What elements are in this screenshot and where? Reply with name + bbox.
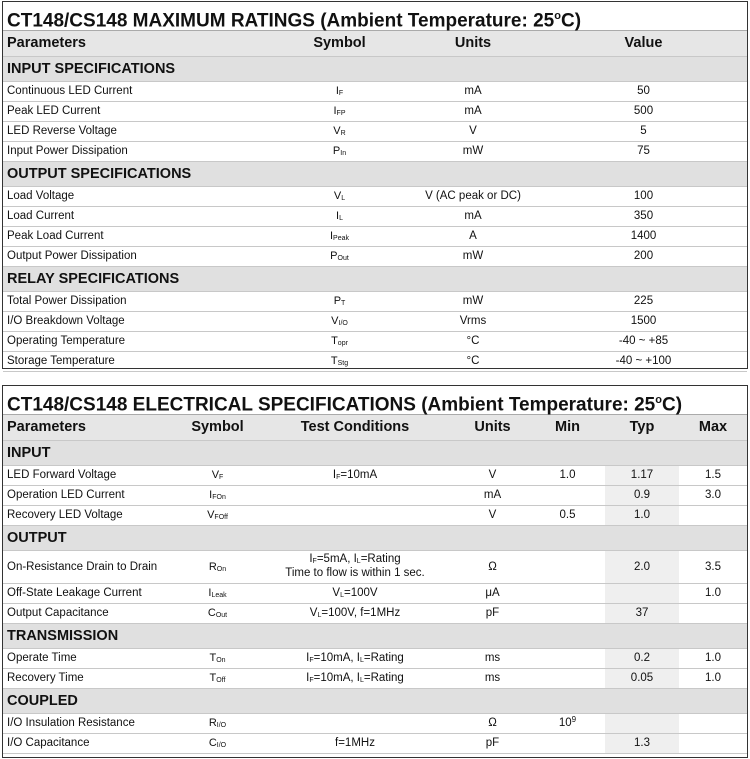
symbol-cell — [273, 101, 406, 121]
maximum-ratings-panel — [2, 1, 748, 369]
symbol-letter: V — [211, 469, 220, 481]
min-cell — [530, 550, 605, 583]
parameter-cell: Operating Temperature — [3, 331, 273, 351]
value-cell: 75 — [540, 141, 747, 161]
typ-cell — [605, 713, 679, 733]
header-parameters: Parameters — [3, 31, 273, 56]
table-row — [3, 583, 747, 603]
symbol-cell — [180, 465, 255, 485]
header-units: Units — [406, 31, 540, 56]
test-text: V — [309, 607, 318, 619]
table-row — [3, 668, 747, 688]
units-cell: mW — [406, 141, 540, 161]
test-conditions-cell — [255, 713, 455, 733]
symbol-subscript: On — [216, 657, 226, 664]
symbol-letter: V — [333, 190, 342, 202]
min-cell — [530, 485, 605, 505]
symbol-cell — [273, 121, 406, 141]
symbol-cell — [273, 226, 406, 246]
parameter-cell: Storage Temperature — [3, 351, 273, 371]
test-subscript: L — [359, 657, 364, 664]
electrical-specs-panel — [2, 385, 748, 758]
symbol-letter: I — [333, 105, 337, 117]
section-title: OUTPUT SPECIFICATIONS — [3, 161, 747, 186]
parameter-cell: Output Power Dissipation — [3, 246, 273, 266]
parameter-cell: Recovery LED Voltage — [3, 505, 180, 525]
units-cell: °C — [406, 331, 540, 351]
symbol-cell — [273, 246, 406, 266]
symbol-letter: I — [208, 587, 212, 599]
test-subscript: F — [309, 657, 314, 664]
symbol-letter: V — [207, 509, 215, 521]
symbol-letter: R — [208, 717, 217, 729]
symbol-subscript: R — [340, 130, 346, 137]
units-cell: mW — [406, 291, 540, 311]
test-subscript: L — [340, 592, 344, 599]
max-cell — [679, 603, 747, 623]
parameter-cell: Peak Load Current — [3, 226, 273, 246]
symbol-cell — [273, 351, 406, 371]
min-cell — [530, 505, 605, 525]
electrical-specs-title-text: CT148/CS148 ELECTRICAL SPECIFICATIONS (Ambient Temperature: 25 — [7, 394, 656, 416]
table-row — [3, 81, 747, 101]
symbol-letter: C — [207, 607, 216, 619]
max-cell: 1.5 — [679, 465, 747, 485]
symbol-cell — [180, 550, 255, 583]
typ-cell: 1.17 — [605, 465, 679, 485]
parameter-cell: Input Power Dissipation — [3, 141, 273, 161]
symbol-letter: T — [330, 355, 338, 367]
symbol-subscript: T — [341, 300, 346, 307]
symbol-subscript: On — [216, 565, 227, 573]
parameter-cell: I/O Capacitance — [3, 733, 180, 753]
test-subscript: L — [356, 558, 361, 565]
units-cell: V — [455, 465, 530, 485]
symbol-letter: T — [331, 335, 338, 347]
table-row — [3, 101, 747, 121]
typ-cell: 0.9 — [605, 485, 679, 505]
table-row — [3, 465, 747, 485]
value-cell: 50 — [540, 81, 747, 101]
test-text: I — [332, 469, 337, 481]
symbol-subscript: L — [341, 195, 346, 202]
test-text: =100V — [344, 587, 378, 599]
max-cell: 1.0 — [679, 583, 747, 603]
min-cell — [530, 733, 605, 753]
max-cell: 1.0 — [679, 668, 747, 688]
table-row — [3, 550, 747, 583]
test-text: I — [306, 672, 310, 684]
symbol-letter: P — [333, 295, 342, 307]
section-header-row — [3, 266, 747, 291]
table-header-row — [3, 415, 747, 440]
symbol-letter: R — [208, 560, 217, 573]
table-row — [3, 648, 747, 668]
typ-cell — [605, 583, 679, 603]
units-cell: mA — [406, 101, 540, 121]
units-cell: mA — [406, 206, 540, 226]
section-title: INPUT SPECIFICATIONS — [3, 56, 747, 81]
symbol-cell — [273, 291, 406, 311]
symbol-cell — [180, 733, 255, 753]
test-text: V — [332, 587, 341, 599]
test-text: =Rating — [363, 652, 404, 664]
header-max: Max — [679, 415, 747, 440]
units-cell: mA — [455, 485, 530, 505]
symbol-cell — [180, 713, 255, 733]
symbol-cell — [180, 505, 255, 525]
min-value: 10 — [558, 717, 572, 729]
test-subscript: F — [336, 474, 341, 481]
table-row — [3, 121, 747, 141]
section-header-row — [3, 688, 747, 713]
units-cell: Vrms — [406, 311, 540, 331]
units-cell: pF — [455, 603, 530, 623]
symbol-subscript: In — [340, 150, 347, 157]
parameter-cell: Total Power Dissipation — [3, 291, 273, 311]
symbol-letter: I — [336, 210, 340, 222]
test-text: =10mA, I — [313, 672, 360, 684]
table-row — [3, 226, 747, 246]
electrical-specs-title — [3, 386, 747, 415]
symbol-subscript: Off — [216, 677, 226, 684]
parameter-cell: Off-State Leakage Current — [3, 583, 180, 603]
symbol-cell — [273, 186, 406, 206]
symbol-subscript: I/O — [338, 320, 348, 327]
test-text: =Rating — [363, 672, 404, 684]
table-row — [3, 351, 747, 371]
typ-cell: 0.05 — [605, 668, 679, 688]
test-conditions-cell — [255, 583, 455, 603]
max-cell — [679, 733, 747, 753]
test-subscript: L — [317, 612, 322, 619]
symbol-cell — [180, 668, 255, 688]
electrical-specs-table — [3, 415, 747, 754]
table-row — [3, 206, 747, 226]
section-header-row — [3, 525, 747, 550]
test-text: =Rating — [360, 553, 401, 565]
symbol-cell — [273, 311, 406, 331]
parameter-cell: Operate Time — [3, 648, 180, 668]
value-cell: 350 — [540, 206, 747, 226]
value-cell: 5 — [540, 121, 747, 141]
symbol-cell — [273, 81, 406, 101]
parameter-cell: Continuous LED Current — [3, 81, 273, 101]
test-line-2: Time to flow is within 1 sec. — [285, 567, 425, 579]
test-conditions-cell — [255, 648, 455, 668]
typ-cell: 2.0 — [605, 550, 679, 583]
maximum-ratings-title-text: CT148/CS148 MAXIMUM RATINGS (Ambient Temperature: 25 — [7, 10, 555, 32]
min-value: 1.0 — [559, 469, 576, 481]
test-text: =10mA — [340, 469, 378, 481]
min-cell — [530, 713, 605, 733]
table-header-row — [3, 31, 747, 56]
value-cell: 200 — [540, 246, 747, 266]
parameter-cell: Output Capacitance — [3, 603, 180, 623]
symbol-letter: P — [330, 250, 338, 262]
symbol-cell — [273, 331, 406, 351]
min-cell — [530, 648, 605, 668]
symbol-subscript: FP — [336, 110, 346, 117]
symbol-letter: T — [209, 652, 217, 664]
symbol-subscript: F — [338, 90, 344, 97]
section-header-row — [3, 440, 747, 465]
typ-cell: 1.0 — [605, 505, 679, 525]
min-value: 0.5 — [559, 509, 576, 521]
max-cell: 1.0 — [679, 648, 747, 668]
value-cell: 225 — [540, 291, 747, 311]
symbol-letter: T — [209, 672, 217, 684]
symbol-subscript: Leak — [211, 592, 227, 599]
parameter-cell: I/O Breakdown Voltage — [3, 311, 273, 331]
symbol-cell — [180, 603, 255, 623]
value-cell: 100 — [540, 186, 747, 206]
parameter-cell: I/O Insulation Resistance — [3, 713, 180, 733]
table-row — [3, 505, 747, 525]
maximum-ratings-title-end: C) — [560, 10, 582, 32]
table-row — [3, 291, 747, 311]
header-test-conditions: Test Conditions — [255, 415, 455, 440]
section-header-row — [3, 623, 747, 648]
section-header-row — [3, 161, 747, 186]
min-cell — [530, 668, 605, 688]
header-parameters: Parameters — [3, 415, 180, 440]
parameter-cell: On-Resistance Drain to Drain — [3, 550, 180, 583]
units-cell: mA — [406, 81, 540, 101]
parameter-cell: Recovery Time — [3, 668, 180, 688]
value-cell: 1500 — [540, 311, 747, 331]
value-cell: 1400 — [540, 226, 747, 246]
max-cell — [679, 713, 747, 733]
test-subscript: L — [359, 677, 364, 684]
test-subscript: F — [309, 677, 314, 684]
parameter-cell: Load Voltage — [3, 186, 273, 206]
units-cell: V — [455, 505, 530, 525]
max-cell — [679, 505, 747, 525]
value-cell: 500 — [540, 101, 747, 121]
min-cell — [530, 603, 605, 623]
symbol-letter: V — [331, 315, 339, 327]
symbol-subscript: I/O — [216, 742, 227, 749]
table-row — [3, 246, 747, 266]
test-line-1 — [259, 553, 451, 567]
units-cell: Ω — [455, 713, 530, 733]
test-text: =100V, f=1MHz — [321, 607, 401, 619]
max-cell: 3.5 — [679, 550, 747, 583]
symbol-letter: V — [333, 125, 341, 137]
test-conditions-cell — [255, 603, 455, 623]
test-conditions-cell — [255, 668, 455, 688]
symbol-cell — [273, 206, 406, 226]
symbol-subscript: Out — [215, 612, 228, 619]
units-cell: A — [406, 226, 540, 246]
symbol-cell — [273, 141, 406, 161]
test-conditions-cell — [255, 550, 455, 583]
test-conditions-cell: f=1MHz — [255, 733, 455, 753]
table-row — [3, 311, 747, 331]
section-title: COUPLED — [3, 688, 747, 713]
section-title: RELAY SPECIFICATIONS — [3, 266, 747, 291]
typ-cell: 37 — [605, 603, 679, 623]
symbol-cell — [180, 583, 255, 603]
min-cell — [530, 583, 605, 603]
header-value: Value — [540, 31, 747, 56]
symbol-letter: I — [329, 230, 334, 242]
units-cell: ms — [455, 648, 530, 668]
header-symbol: Symbol — [273, 31, 406, 56]
table-row — [3, 186, 747, 206]
header-units: Units — [455, 415, 530, 440]
test-conditions-cell — [255, 505, 455, 525]
symbol-subscript: F — [219, 474, 224, 481]
maximum-ratings-table — [3, 31, 747, 372]
symbol-subscript: FOff — [214, 514, 228, 521]
test-text: =10mA, I — [313, 652, 360, 664]
units-cell: mW — [406, 246, 540, 266]
maximum-ratings-title — [3, 2, 747, 31]
header-min: Min — [530, 415, 605, 440]
max-cell: 3.0 — [679, 485, 747, 505]
symbol-letter: P — [332, 145, 341, 157]
units-cell: ms — [455, 668, 530, 688]
table-row — [3, 331, 747, 351]
symbol-subscript: FOn — [212, 494, 226, 501]
symbol-subscript: Peak — [333, 235, 350, 242]
table-row — [3, 603, 747, 623]
parameter-cell: Peak LED Current — [3, 101, 273, 121]
parameter-cell: Load Current — [3, 206, 273, 226]
min-cell — [530, 465, 605, 485]
symbol-letter: I — [335, 85, 339, 97]
symbol-letter: I — [209, 489, 213, 501]
symbol-subscript: Out — [337, 255, 349, 262]
min-exponent: 9 — [571, 715, 577, 724]
symbol-letter: C — [208, 737, 217, 749]
electrical-specs-title-end: C) — [661, 394, 683, 416]
test-conditions-cell — [255, 485, 455, 505]
parameter-cell: LED Forward Voltage — [3, 465, 180, 485]
test-subscript: F — [312, 558, 317, 565]
units-cell: pF — [455, 733, 530, 753]
table-row — [3, 733, 747, 753]
table-row — [3, 485, 747, 505]
units-cell: V — [406, 121, 540, 141]
test-text: I — [309, 553, 313, 565]
header-symbol: Symbol — [180, 415, 255, 440]
degree-symbol: o — [655, 394, 662, 406]
table-row — [3, 713, 747, 733]
symbol-subscript: Stg — [337, 360, 349, 367]
symbol-cell — [180, 485, 255, 505]
units-cell: μA — [455, 583, 530, 603]
degree-symbol: o — [554, 10, 561, 22]
units-cell: °C — [406, 351, 540, 371]
section-title: OUTPUT — [3, 525, 747, 550]
symbol-subscript: opr — [337, 340, 348, 347]
section-title: INPUT — [3, 440, 747, 465]
test-text: =5mA, I — [316, 553, 357, 565]
value-cell: -40 ~ +85 — [540, 331, 747, 351]
section-header-row — [3, 56, 747, 81]
symbol-cell — [180, 648, 255, 668]
header-typ: Typ — [605, 415, 679, 440]
section-title: TRANSMISSION — [3, 623, 747, 648]
typ-cell: 1.3 — [605, 733, 679, 753]
typ-cell: 0.2 — [605, 648, 679, 668]
units-cell: Ω — [455, 550, 530, 583]
table-row — [3, 141, 747, 161]
symbol-subscript: I/O — [216, 722, 227, 729]
value-cell: -40 ~ +100 — [540, 351, 747, 371]
test-text: I — [306, 652, 310, 664]
test-conditions-cell — [255, 465, 455, 485]
parameter-cell: LED Reverse Voltage — [3, 121, 273, 141]
symbol-subscript: L — [339, 215, 343, 222]
units-cell: V (AC peak or DC) — [406, 186, 540, 206]
parameter-cell: Operation LED Current — [3, 485, 180, 505]
